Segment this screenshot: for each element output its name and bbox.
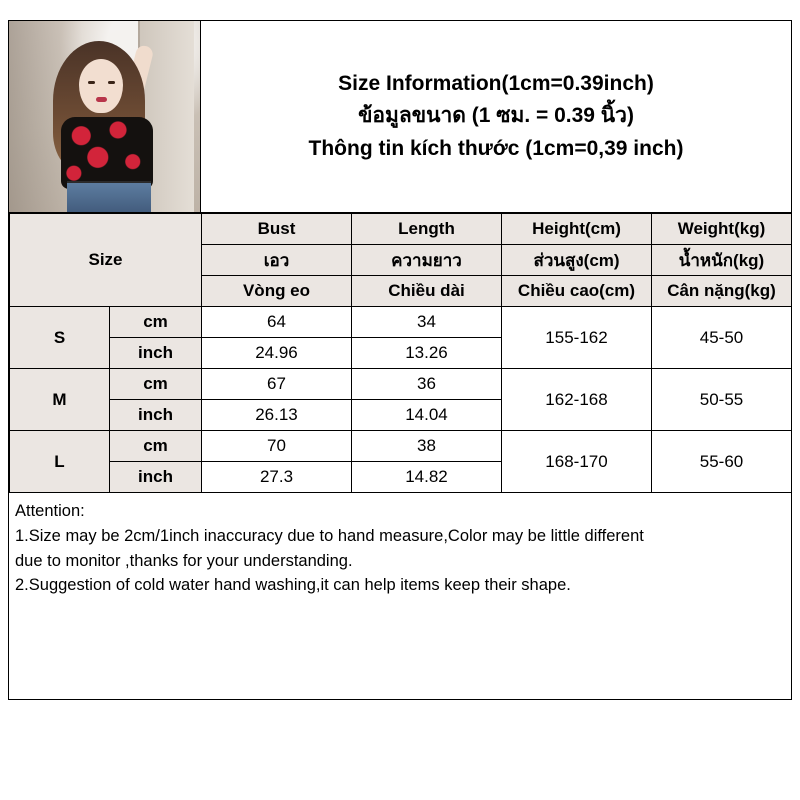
col-header-length-th: ความยาว — [352, 245, 502, 276]
cell-length-cm-s: 34 — [352, 307, 502, 338]
row-size-l: L — [10, 431, 110, 493]
size-header-cell: Size — [10, 214, 202, 307]
cell-length-inch-l: 14.82 — [352, 462, 502, 493]
attention-line-1: 1.Size may be 2cm/1inch inaccuracy due to hand measure,Color may be little different — [15, 526, 644, 545]
cell-length-cm-l: 38 — [352, 431, 502, 462]
col-header-height-vi: Chiều cao(cm) — [502, 276, 652, 307]
row-unit-cm-m: cm — [110, 369, 202, 400]
col-header-bust-vi: Vòng eo — [202, 276, 352, 307]
attention-note — [9, 493, 791, 602]
cell-weight-s: 45-50 — [652, 307, 792, 369]
row-unit-cm-s: cm — [110, 307, 202, 338]
cell-bust-cm-l: 70 — [202, 431, 352, 462]
row-unit-inch-m: inch — [110, 400, 202, 431]
title-line-vi: Thông tin kích thước (1cm=0,39 inch) — [308, 136, 684, 160]
attention-line-2: due to monitor ,thanks for your understanding. — [15, 551, 353, 570]
cell-height-s: 155-162 — [502, 307, 652, 369]
table-row — [10, 369, 792, 400]
cell-length-cm-m: 36 — [352, 369, 502, 400]
cell-bust-inch-s: 24.96 — [202, 338, 352, 369]
chart-header — [9, 21, 791, 213]
product-photo — [9, 21, 200, 212]
row-unit-inch-l: inch — [110, 462, 202, 493]
cell-bust-cm-s: 64 — [202, 307, 352, 338]
cell-length-inch-s: 13.26 — [352, 338, 502, 369]
table-header-row-en — [10, 214, 792, 245]
col-header-length-en: Length — [352, 214, 502, 245]
cell-bust-cm-m: 67 — [202, 369, 352, 400]
cell-weight-l: 55-60 — [652, 431, 792, 493]
floral-crop-top — [61, 117, 153, 189]
model-eye-right — [108, 81, 115, 84]
attention-heading: Attention: — [15, 502, 85, 520]
cell-height-m: 162-168 — [502, 369, 652, 431]
row-size-s: S — [10, 307, 110, 369]
title-line-th: ข้อมูลขนาด (1 ซม. = 0.39 นิ้ว) — [358, 104, 634, 128]
cell-bust-inch-m: 26.13 — [202, 400, 352, 431]
col-header-height-th: ส่วนสูง(cm) — [502, 245, 652, 276]
col-header-weight-vi: Cân nặng(kg) — [652, 276, 792, 307]
attention-line-3: 2.Suggestion of cold water hand washing,it can help items keep their shape. — [15, 576, 571, 595]
size-chart — [8, 20, 792, 700]
chart-title-cell — [201, 21, 791, 212]
col-header-weight-en: Weight(kg) — [652, 214, 792, 245]
model-jeans — [67, 183, 151, 212]
model-lips — [96, 97, 107, 102]
table-row — [10, 431, 792, 462]
title-line-en: Size Information(1cm=0.39inch) — [338, 71, 654, 95]
product-photo-cell — [9, 21, 201, 212]
col-header-height-en: Height(cm) — [502, 214, 652, 245]
cell-bust-inch-l: 27.3 — [202, 462, 352, 493]
cell-weight-m: 50-55 — [652, 369, 792, 431]
col-header-weight-th: น้ำหนัก(kg) — [652, 245, 792, 276]
col-header-bust-en: Bust — [202, 214, 352, 245]
measurements-table — [9, 213, 792, 493]
row-size-m: M — [10, 369, 110, 431]
model-eye-left — [88, 81, 95, 84]
table-row — [10, 307, 792, 338]
cell-height-l: 168-170 — [502, 431, 652, 493]
row-unit-inch-s: inch — [110, 338, 202, 369]
row-unit-cm-l: cm — [110, 431, 202, 462]
col-header-bust-th: เอว — [202, 245, 352, 276]
cell-length-inch-m: 14.04 — [352, 400, 502, 431]
model-face — [79, 59, 123, 113]
col-header-length-vi: Chiều dài — [352, 276, 502, 307]
